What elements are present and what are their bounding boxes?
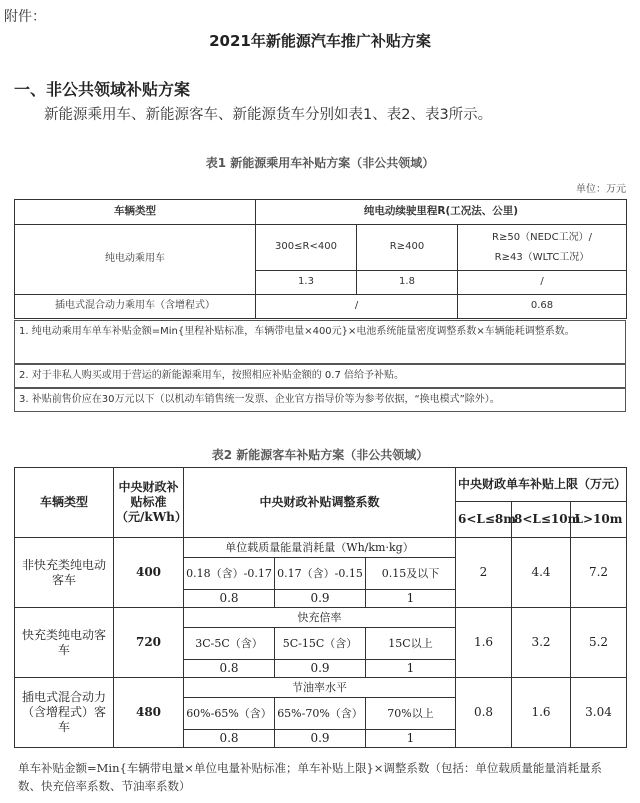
range-b: R≥400 xyxy=(357,225,458,271)
row1-tier-2: 0.17（含）-0.15 xyxy=(275,558,366,590)
header-cap: 中央财政单车补贴上限（万元） xyxy=(456,468,627,502)
header-range: 纯电动续驶里程R(工况法、公里) xyxy=(256,200,627,225)
row3-coef-1: 0.8 xyxy=(184,730,275,748)
header-adjustment: 中央财政补贴调整系数 xyxy=(184,468,456,538)
value-c: / xyxy=(458,271,627,295)
bus-table xyxy=(14,467,627,748)
row3-tier-1: 60%-65%（含） xyxy=(184,698,275,730)
row3-cap-3: 3.04 xyxy=(571,678,627,748)
row1-tier-1: 0.18（含）-0.17 xyxy=(184,558,275,590)
row2-tier-1: 3C-5C（含） xyxy=(184,628,275,660)
row2-factor: 快充倍率 xyxy=(184,608,456,628)
phev-c-value: 0.68 xyxy=(458,295,627,319)
row1-standard: 400 xyxy=(114,538,184,608)
row2-standard: 720 xyxy=(114,608,184,678)
row2-coef-1: 0.8 xyxy=(184,660,275,678)
table2-caption: 表2 新能源客车补贴方案（非公共领域） xyxy=(211,448,429,462)
range-c-line2: R≥43（WLTC工况） xyxy=(494,251,590,263)
row1-coef-3: 1 xyxy=(366,590,456,608)
row3-coef-2: 0.9 xyxy=(275,730,366,748)
range-c xyxy=(458,225,627,271)
row3-cap-1: 0.8 xyxy=(456,678,512,748)
row2-cap-2: 3.2 xyxy=(512,608,571,678)
row2-cap-3: 5.2 xyxy=(571,608,627,678)
row2-cap-1: 1.6 xyxy=(456,608,512,678)
header-type: 车辆类型 xyxy=(15,468,114,538)
row1-factor: 单位载质量能量消耗量（Wh/km·kg） xyxy=(184,538,456,558)
value-a: 1.3 xyxy=(256,271,357,295)
row1-coef-2: 0.9 xyxy=(275,590,366,608)
bev-label: 纯电动乘用车 xyxy=(15,225,256,295)
range-a: 300≤R<400 xyxy=(256,225,357,271)
header-standard: 中央财政补贴标准（元/kWh） xyxy=(114,468,184,538)
row3-factor: 节油率水平 xyxy=(184,678,456,698)
row3-tier-2: 65%-70%（含） xyxy=(275,698,366,730)
row2-type: 快充类纯电动客车 xyxy=(15,608,114,678)
row2-coef-3: 1 xyxy=(366,660,456,678)
table1-unit: 单位：万元 xyxy=(576,184,626,195)
row1-cap-3: 7.2 xyxy=(571,538,627,608)
length-band-3: L>10m xyxy=(571,502,627,538)
length-band-1: 6<L≤8m xyxy=(456,502,512,538)
value-b: 1.8 xyxy=(357,271,458,295)
range-c-line1: R≥50（NEDC工况）/ xyxy=(492,231,592,243)
header-vehicle-type: 车辆类型 xyxy=(15,200,256,225)
row1-cap-2: 4.4 xyxy=(512,538,571,608)
table1-note-2: 2. 对于非私人购买或用于营运的新能源乘用车，按照相应补贴金额的 0.7 倍给予补贴。 xyxy=(14,364,626,388)
row1-cap-1: 2 xyxy=(456,538,512,608)
row2-tier-2: 5C-15C（含） xyxy=(275,628,366,660)
row3-standard: 480 xyxy=(114,678,184,748)
document-title: 2021年新能源汽车推广补贴方案 xyxy=(209,32,431,50)
intro-paragraph: 新能源乘用车、新能源客车、新能源货车分别如表1、表2、表3所示。 xyxy=(44,107,493,123)
passenger-car-table xyxy=(14,199,627,319)
row3-cap-2: 1.6 xyxy=(512,678,571,748)
row1-type: 非快充类纯电动客车 xyxy=(15,538,114,608)
table2-footnote: 单车补贴金额=Min{车辆带电量×单位电量补贴标准；单车补贴上限}×调整系数（包括：单位载质量能量消耗量系数、快充倍率系数、节油率系数） xyxy=(18,761,602,793)
table1-caption: 表1 新能源乘用车补贴方案（非公共领域） xyxy=(205,156,435,170)
row2-tier-3: 15C以上 xyxy=(366,628,456,660)
row3-tier-3: 70%以上 xyxy=(366,698,456,730)
row1-tier-3: 0.15及以下 xyxy=(366,558,456,590)
length-band-2: 8<L≤10m xyxy=(512,502,571,538)
section-heading: 一、非公共领域补贴方案 xyxy=(14,80,191,99)
table1-note-1: 1. 纯电动乘用车单车补贴金额=Min{里程补贴标准，车辆带电量×400元}×电池系统能量密度调整系数×车辆能耗调整系数。 xyxy=(14,320,626,364)
phev-label: 插电式混合动力乘用车（含增程式） xyxy=(15,295,256,319)
row3-coef-3: 1 xyxy=(366,730,456,748)
attachment-label: 附件： xyxy=(4,9,46,25)
phev-ab-value: / xyxy=(256,295,458,319)
row3-type: 插电式混合动力（含增程式）客车 xyxy=(15,678,114,748)
row2-coef-2: 0.9 xyxy=(275,660,366,678)
row1-coef-1: 0.8 xyxy=(184,590,275,608)
table1-note-3: 3. 补贴前售价应在30万元以下（以机动车销售统一发票、企业官方指导价等为参考依据，“换电模式”除外）。 xyxy=(14,388,626,412)
